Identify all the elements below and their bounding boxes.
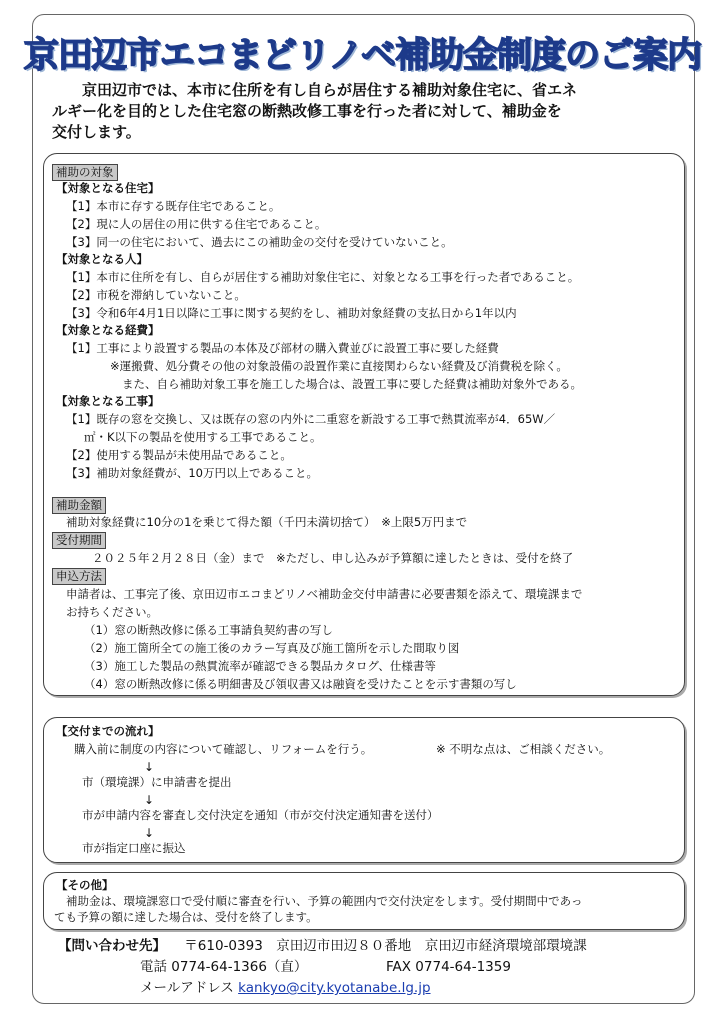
- flow-step: 市が申請内容を審査し交付決定を通知（市が交付決定通知書を送付）: [82, 808, 439, 822]
- cost-heading: 【対象となる経費】: [56, 323, 160, 337]
- down-arrow-icon: ↓: [144, 793, 155, 807]
- housing-item: 【1】本市に存する既存住宅であること。: [66, 199, 281, 213]
- housing-item: 【3】同一の住宅において、過去にこの補助金の交付を受けていないこと。: [66, 235, 453, 249]
- work-item: ㎡・K以下の製品を使用する工事であること。: [84, 430, 322, 444]
- cost-item: ※運搬費、処分費その他の対象設備の設置作業に直接関わらない経費及び消費税を除く。: [110, 359, 568, 373]
- person-item: 【1】本市に住所を有し、自らが居住する補助対象住宅に、対象となる工事を行った者であること。: [66, 270, 580, 284]
- person-item: 【2】市税を滞納していないこと。: [66, 288, 246, 302]
- period-text: ２０２５年２月２８日（金）まで ※ただし、申し込みが予算額に達したときは、受付を終了: [92, 551, 574, 565]
- down-arrow-icon: ↓: [144, 760, 155, 774]
- intro-text: [52, 80, 682, 143]
- other-line: 補助金は、環境課窓口で受付順に審査を行い、予算の範囲内で交付決定をします。受付期間中であっ: [66, 894, 583, 908]
- work-item: 【2】使用する製品が未使用品であること。: [66, 448, 292, 462]
- contact-address: 〒610-0393 京田辺市田辺８０番地 京田辺市経済環境部環境課: [184, 938, 587, 954]
- contact-tel: 電話 0774-64-1366（直）: [140, 959, 308, 975]
- apply-label: 申込方法: [52, 568, 106, 585]
- contact-heading: 【問い合わせ先】: [58, 938, 166, 954]
- person-item: 【3】令和6年4月1日以降に工事に関する契約をし、補助対象経費の支払日から1年以内: [66, 306, 517, 320]
- subsidy-details-box: [43, 153, 685, 696]
- contact-fax: FAX 0774-64-1359: [386, 959, 511, 975]
- flow-step: 購入前に制度の内容について確認し、リフォームを行う。: [74, 742, 373, 756]
- amount-label: 補助金額: [52, 497, 106, 514]
- contact-mail-link[interactable]: kankyo@city.kyotanabe.lg.jp: [238, 980, 431, 996]
- contact-block: [58, 936, 587, 956]
- work-item: 【1】既存の窓を交換し、又は既存の窓の内外に二重窓を新設する工事で熱貫流率が4．65W／: [66, 412, 556, 426]
- housing-item: 【2】現に人の居住の用に供する住宅であること。: [66, 217, 327, 231]
- flow-note: ※ 不明な点は、ご相談ください。: [436, 742, 611, 756]
- target-label: 補助の対象: [52, 164, 118, 181]
- intro-line: 京田辺市では、本市に住所を有し自らが居住する補助対象住宅に、省エネ: [82, 81, 578, 99]
- flow-step: 市（環境課）に申請書を提出: [82, 775, 232, 789]
- intro-line: 交付します。: [52, 123, 141, 141]
- flow-step: 市が指定口座に振込: [82, 841, 186, 855]
- flow-heading: 【交付までの流れ】: [56, 724, 160, 738]
- page-title: 京田辺市エコまどリノベ補助金制度のご案内: [23, 36, 702, 76]
- intro-line: ルギー化を目的とした住宅窓の断熱改修工事を行った者に対して、補助金を: [52, 102, 562, 120]
- contact-mail-label: メールアドレス: [140, 980, 234, 996]
- cost-item: また、自ら補助対象工事を施工した場合は、設置工事に要した経費は補助対象外である。: [122, 377, 582, 391]
- period-label: 受付期間: [52, 532, 106, 549]
- person-heading: 【対象となる人】: [56, 252, 148, 266]
- apply-doc-item: （2）施工箇所全ての施工後のカラー写真及び施工箇所を示した間取り図: [84, 641, 460, 655]
- other-heading: 【その他】: [56, 878, 114, 892]
- apply-doc-item: （3）施工した製品の熱貫流率が確認できる製品カタログ、仕様書等: [84, 659, 436, 673]
- apply-doc-item: （1）窓の断熱改修に係る工事請負契約書の写し: [84, 623, 333, 637]
- other-box: [43, 872, 685, 930]
- cost-item: 【1】工事により設置する製品の本体及び部材の購入費並びに設置工事に要した経費: [66, 341, 499, 355]
- amount-text: 補助対象経費に10分の1を乗じて得た額（千円未満切捨て） ※上限5万円まで: [66, 515, 468, 529]
- work-item: 【3】補助対象経費が、10万円以上であること。: [66, 466, 318, 480]
- down-arrow-icon: ↓: [144, 826, 155, 840]
- other-line: ても予算の額に達した場合は、受付を終了します。: [54, 910, 318, 924]
- housing-heading: 【対象となる住宅】: [56, 181, 160, 195]
- flow-box: [43, 717, 685, 863]
- work-heading: 【対象となる工事】: [56, 394, 160, 408]
- apply-text: 申請者は、工事完了後、京田辺市エコまどリノベ補助金交付申請書に必要書類を添えて、環境課まで: [66, 587, 583, 601]
- contact-mail-row: [140, 978, 431, 998]
- apply-text: お持ちください。: [66, 605, 158, 619]
- apply-doc-item: （4）窓の断熱改修に係る明細書及び領収書又は融資を受けたことを示す書類の写し: [84, 677, 517, 691]
